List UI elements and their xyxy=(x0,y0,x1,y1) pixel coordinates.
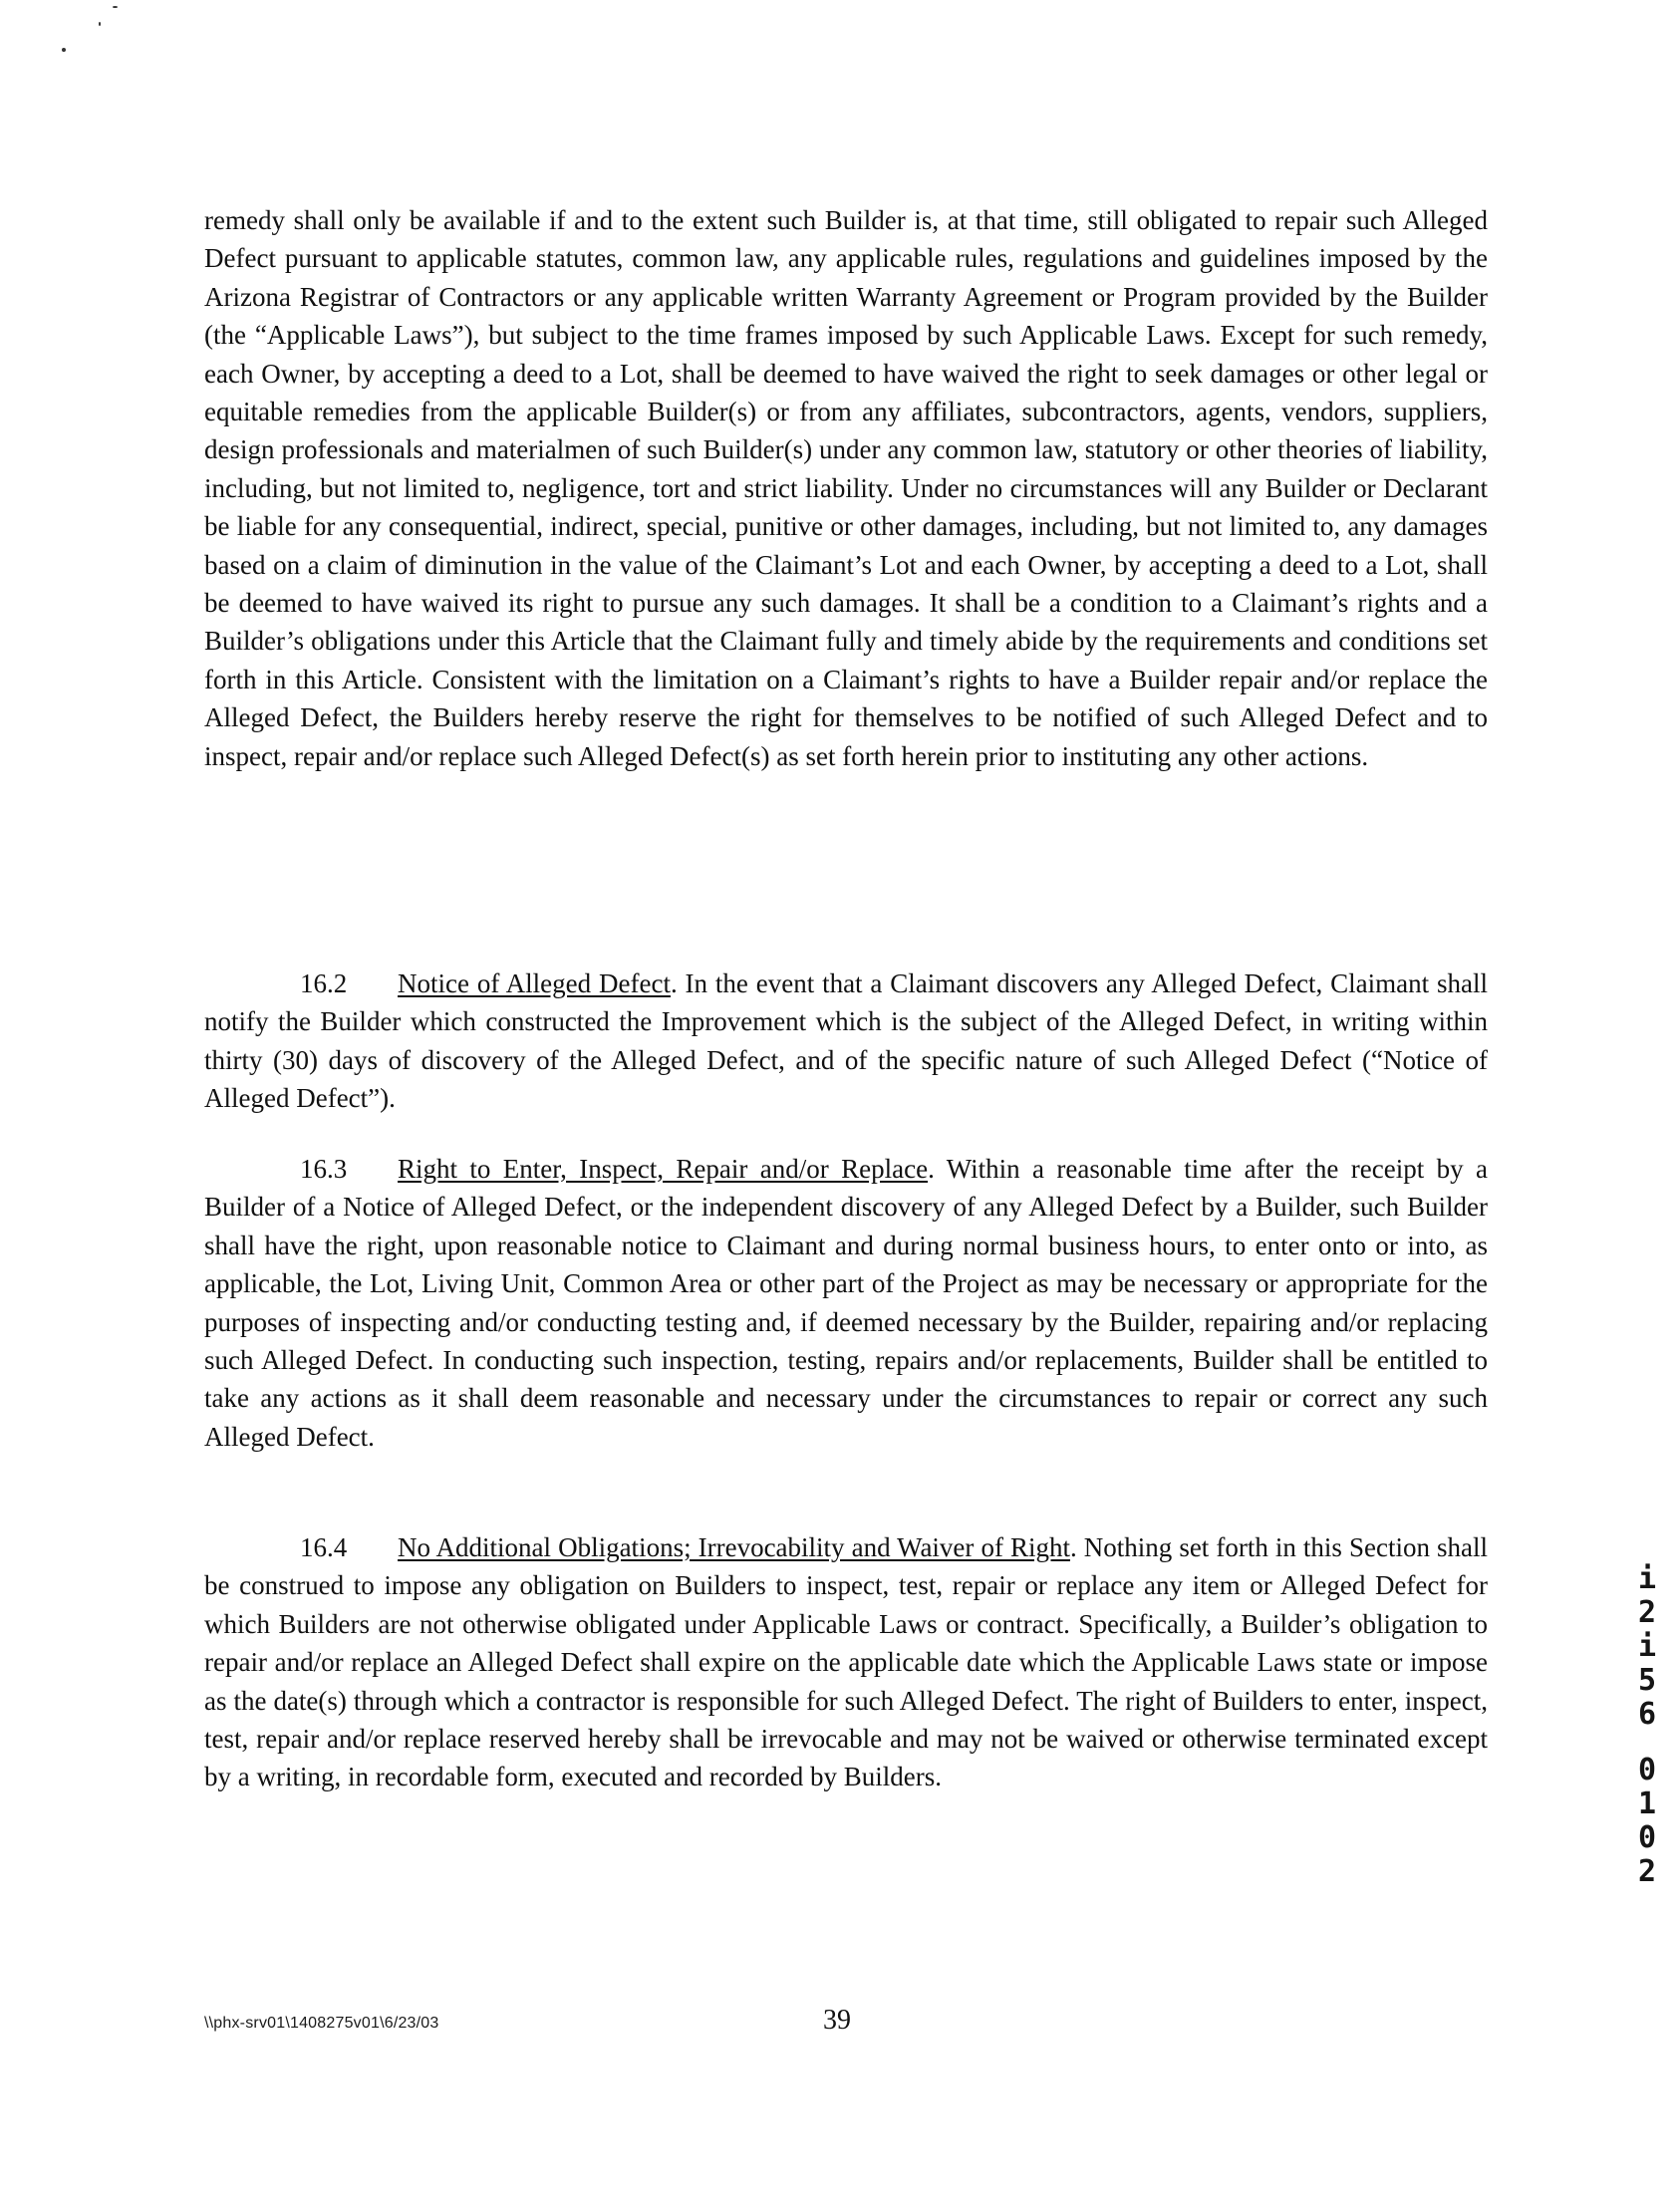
scan-speck xyxy=(99,22,101,26)
section-number: 16.4 xyxy=(300,1532,348,1562)
section-body: . Nothing set forth in this Section shall be construed to impose any obligation on Builders to inspect, test, repair or replace any item or Alleged Defect for which Builders are not otherwise obligated under Applicable Laws or contract. Specifically, a Builder’s obligation to repair and/or replace an Alleged Defect shall expire on the applicable date which the Applicable Laws state or impose as the date(s) through which a contractor is responsible for such Alleged Defect. The right of Builders to enter, inspect, test, repair and/or replace reserved hereby shall be irrevocable and may not be waived or otherwise terminated except by a writing, in recordable form, executed and recorded by Builders. xyxy=(204,1532,1488,1792)
section-heading: Right to Enter, Inspect, Repair and/or Replace xyxy=(398,1154,929,1184)
scan-speck xyxy=(62,48,66,52)
scan-speck xyxy=(113,6,118,8)
section-number: 16.2 xyxy=(300,968,348,998)
footer-document-path: \\phx-srv01\1408275v01\6/23/03 xyxy=(204,2015,439,2032)
section-heading: No Additional Obligations; Irrevocability and Waiver of Right xyxy=(398,1532,1070,1562)
page-number: 39 xyxy=(823,2005,851,2036)
section-number: 16.3 xyxy=(300,1154,348,1184)
section-heading: Notice of Alleged Defect xyxy=(398,968,671,998)
recording-number-stamp xyxy=(1633,1562,1661,1889)
stamp-digits-bottom: 0102 xyxy=(1637,1753,1657,1889)
stamp-digits-top: i2i56 xyxy=(1637,1561,1657,1732)
continued-paragraph: remedy shall only be available if and to the extent such Builder is, at that time, still obligated to repair such Alleged Defect pursuant to applicable statutes, common law, any applicable rules, regulations and guidelines imposed by the Arizona Registrar of Contractors or any applicable written Warranty Agreement or Program provided by the Builder (the “Applicable Laws”), but subject to the time frames imposed by such Applicable Laws. Except for such remedy, each Owner, by accepting a deed to a Lot, shall be deemed to have waived the right to seek damages or other legal or equitable remedies from the applicable Builder(s) or from any affiliates, subcontractors, agents, vendors, suppliers, design professionals and materialmen of such Builder(s) under any common law, statutory or other theories of liability, including, but not limited to, negligence, tort and strict liability. Under no circumstances will any Builder or Declarant be liable for any consequential, indirect, special, punitive or other damages, including, but not limited to, any damages based on a claim of diminution in the value of the Claimant’s Lot and each Owner, by accepting a deed to a Lot, shall be deemed to have waived its right to pursue any such damages. It shall be a condition to a Claimant’s rights and a Builder’s obligations under this Article that the Claimant fully and timely abide by the requirements and conditions set forth in this Article. Consistent with the limitation on a Claimant’s rights to have a Builder repair and/or replace the Alleged Defect, the Builders hereby reserve the right for themselves to be notified of such Alleged Defect and to inspect, repair and/or replace such Alleged Defect(s) as set forth herein prior to instituting any other actions. xyxy=(204,205,1488,771)
section-body: . In the event that a Claimant discovers any Alleged Defect, Claimant shall notify the Builder which constructed the Improvement which is the subject of the Alleged Defect, in writing within thirty (30) days of discovery of the Alleged Defect, and of the specific nature of such Alleged Defect (“Notice of Alleged Defect”). xyxy=(204,968,1488,1114)
section-16-2 xyxy=(204,964,1488,1118)
section-16-3 xyxy=(204,1150,1488,1456)
section-body: . Within a reasonable time after the receipt by a Builder of a Notice of Alleged Defect, or the independent discovery of any Alleged Defect by a Builder, such Builder shall have the right, upon reasonable notice to Claimant and during normal business hours, to enter onto or into, as applicable, the Lot, Living Unit, Common Area or other part of the Project as may be necessary or appropriate for the purposes of inspecting and/or conducting testing and, if deemed necessary by the Builder, repairing and/or replacing such Alleged Defect. In conducting such inspection, testing, repairs and/or replacements, Builder shall be entitled to take any actions as it shall deem reasonable and necessary under the circumstances to repair or correct any such Alleged Defect. xyxy=(204,1154,1488,1452)
section-16-4 xyxy=(204,1528,1488,1796)
